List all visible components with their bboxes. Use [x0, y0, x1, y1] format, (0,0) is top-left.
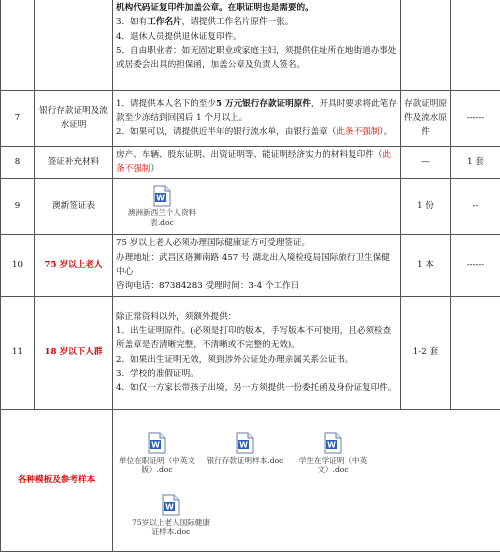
doc-file-bank-cert[interactable]: [205, 432, 285, 466]
requirement-cell: [113, 178, 401, 234]
word-doc-icon: [235, 432, 255, 454]
word-doc-icon: [147, 432, 167, 454]
requirement-cell: 房产、车辆、股东证明、出资证明等、能证明经济实力的材料复印件（此条不强制）: [113, 146, 401, 178]
copies-cell: 1 本: [401, 234, 451, 296]
svg-text:W: W: [327, 440, 336, 449]
copies-cell: —: [401, 146, 451, 178]
item-title: 银行存款证明及流水证明: [35, 90, 113, 146]
note-cell: [451, 0, 500, 90]
requirement-line: 4．退休人员提供退休证复印件。: [116, 30, 397, 44]
templates-cell: [113, 409, 500, 551]
requirement-line: 5．自由职业者：如无固定职业或家庭主妇，须提供住址所在地街道办事处或居委会出具的担保函，加盖公章及负责人签名。: [116, 44, 397, 73]
table-row-visa-form: [1, 178, 500, 234]
requirement-line: 1．出生证明原件。(必须是打印的版本，手写版本不可使用，且必须检查所盖章是否清晰完整，不清晰或不完整的无效)。: [116, 324, 397, 353]
doc-file-health-cert[interactable]: [131, 494, 211, 537]
requirement-cell: [113, 90, 401, 146]
row-number: 9: [1, 178, 35, 234]
requirement-line: 2．如果可以，请提供近半年的银行流水单，由银行盖章（此条不强制）。: [116, 125, 397, 139]
word-doc-icon: [152, 185, 172, 207]
doc-file-employment-cert[interactable]: [117, 432, 197, 475]
table-row-minors: [1, 296, 500, 409]
doc-file-label: 75岁以上老人国际健康证样本.doc: [132, 518, 210, 537]
doc-file-visa-form[interactable]: [122, 185, 202, 227]
note-cell: ------: [451, 234, 500, 296]
note-cell: ------: [451, 90, 500, 146]
table-row-continuation: [1, 0, 500, 90]
item-title: 18 岁以下人群: [35, 296, 113, 409]
item-title: 澳新签证表: [35, 178, 113, 234]
requirement-cell: [113, 234, 401, 296]
table-row-supplement: [1, 146, 500, 178]
word-doc-icon: [323, 432, 343, 454]
requirement-cell: [113, 296, 401, 409]
copies-cell: 1-2 套: [401, 296, 451, 409]
requirement-line: 4．如仅一方家长带孩子出境，另一方须提供一份委托函及身份证复印件。: [116, 381, 397, 395]
requirement-line: 1．请提供本人名下的至少5 万元银行存款证明原件，开具时要求将此笔存款至少冻结到回国后 1 个月以上。: [116, 97, 397, 126]
requirement-line: 咨询电话：87384283 受理时间：3-4 个工作日: [116, 279, 397, 293]
note-cell: [451, 296, 500, 409]
requirement-line: 3．如有工作名片，请提供工作名片原件一张。: [116, 15, 397, 29]
table-row-templates: [1, 409, 500, 551]
requirement-line: 机构代码证复印件加盖公章。在职证明也是需要的。: [116, 1, 397, 15]
num-cell: [1, 0, 35, 90]
table-row-elderly: [1, 234, 500, 296]
item-title: 75 岁以上老人: [35, 234, 113, 296]
item-title: 各种模板及参考样本: [1, 409, 113, 551]
doc-file-label: 澳洲新西兰个人资料表.doc: [128, 208, 196, 227]
item-title: 签证补充材料: [35, 146, 113, 178]
table-row-bank: [1, 90, 500, 146]
templates-area: [113, 410, 500, 551]
row-number: 11: [1, 296, 35, 409]
copies-cell: [401, 0, 451, 90]
item-cell: [35, 0, 113, 90]
row-number: 10: [1, 234, 35, 296]
doc-file-label: 银行存款证明样本.doc: [207, 456, 284, 465]
svg-text:W: W: [151, 440, 160, 449]
copies-cell: 存款证明原件及流水原件: [401, 90, 451, 146]
row-number: 8: [1, 146, 35, 178]
row-number: 7: [1, 90, 35, 146]
requirement-line: 2．如果出生证明无效，须到涉外公证处办理亲属关系公证书。: [116, 353, 397, 367]
doc-file-student-cert[interactable]: [293, 432, 373, 475]
copies-cell: 1 份: [401, 178, 451, 234]
svg-text:W: W: [156, 193, 165, 202]
note-cell: 1 套: [451, 146, 500, 178]
word-doc-icon: [161, 494, 181, 516]
requirement-line: 办理地址：武昌区珞狮南路 457 号 湖北出入境检疫局国际旅行卫生保健中心: [116, 251, 397, 280]
requirement-cell: [113, 0, 401, 90]
requirement-intro: 除正常资料以外，须额外提供：: [116, 310, 397, 324]
doc-file-label: 学生在学证明（中英文）.doc: [299, 456, 367, 475]
note-cell: --: [451, 178, 500, 234]
svg-text:W: W: [165, 502, 174, 511]
requirement-line: 3．学校的准假证明。: [116, 367, 397, 381]
requirement-line: 75 岁以上老人必须办理国际健康证方可受理签证。: [116, 236, 397, 250]
doc-file-label: 单位在职证明（中英文版）.doc: [119, 456, 195, 475]
svg-text:W: W: [239, 440, 248, 449]
